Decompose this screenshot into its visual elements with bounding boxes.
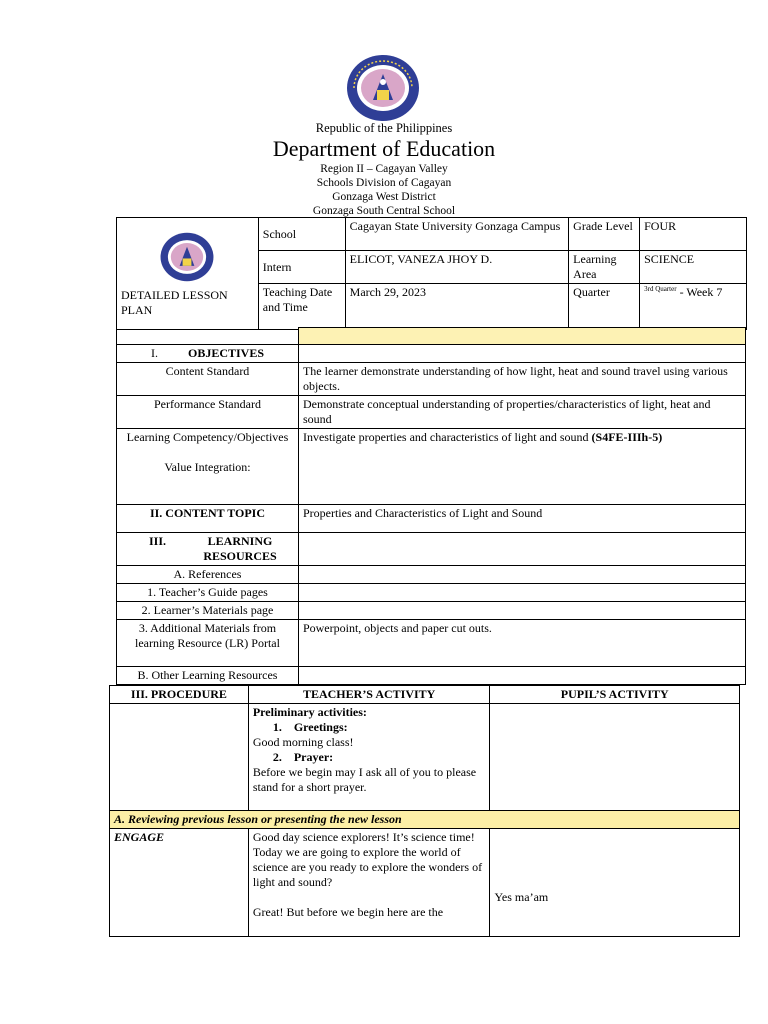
engage-teacher-cell [248,829,490,937]
department-title: Department of Education [272,136,496,161]
additional-materials-label: 3. Additional Materials from learning Resource (LR) Portal [117,620,299,667]
preliminary-cell [248,704,490,811]
pupil-reply: Yes ma’am [494,890,549,904]
region-text: Region II – Cagayan Valley [320,163,448,175]
objectives-table [116,327,746,685]
performance-standard-label: Performance Standard [117,396,299,429]
content-topic-text: Properties and Characteristics of Light and Sound [298,505,745,533]
section-a-heading: A. Reviewing previous lesson or presenting the new lesson [110,811,740,829]
quarter-value: - Week 7 [679,285,723,299]
grade-value: FOUR [640,218,747,251]
learners-materials-label: 2. Learner’s Materials page [117,602,299,620]
deped-seal-icon [346,54,420,122]
engage-pupil-cell [490,829,740,937]
engage-text-2: Today we are going to explore the world of science are you ready to explore the wonders of light and sound? [252,845,483,889]
lesson-plan-title: DETAILED LESSON PLAN [121,288,228,317]
greetings-heading: 1. Greetings: [272,720,348,734]
republic-text: Republic of the Philippines [315,121,453,135]
content-standard-text: The learner demonstrate understanding of how light, heat and sound travel using various objects. [298,363,745,396]
deped-seal-small-icon [157,232,217,282]
area-label: Learning Area [569,251,640,284]
additional-materials-text: Powerpoint, objects and paper cut outs. [298,620,745,667]
info-table [116,217,747,330]
intern-value: ELICOT, VANEZA JHOY D. [345,251,569,284]
engage-text-3: Great! But before we begin here are the [252,905,444,919]
engage-text-1: Good day science explorers! It’s science time! [252,830,475,844]
quarter-value-cell [640,284,747,330]
content-topic-label: II. CONTENT TOPIC [117,505,299,533]
procedure-table [109,685,740,937]
district-text: Gonzaga West District [332,191,436,203]
date-label: Teaching Date and Time [258,284,345,330]
intern-label: Intern [258,251,345,284]
prayer-heading: 2. Prayer: [272,750,334,764]
competency-cell [117,429,299,505]
school-value: Cagayan State University Gonzaga Campus [345,218,569,251]
school-label: School [258,218,345,251]
grade-label: Grade Level [569,218,640,251]
objectives-heading: I. OBJECTIVES [117,345,299,363]
competency-code: (S4FE-IIIh-5) [591,430,663,444]
content-standard-label: Content Standard [117,363,299,396]
value-integration-label: Value Integration: [164,460,251,474]
other-resources-label: B. Other Learning Resources [117,667,299,685]
prayer-text: Before we begin may I ask all of you to please stand for a short prayer. [252,765,477,794]
performance-standard-text: Demonstrate conceptual understanding of properties/characteristics of light, heat and sound [298,396,745,429]
competency-text-cell: Investigate properties and characteristics of light and sound (S4FE-IIIh-5) [298,429,745,505]
teachers-guide-label: 1. Teacher’s Guide pages [117,584,299,602]
date-value: March 29, 2023 [345,284,569,330]
teacher-col-header: TEACHER’S ACTIVITY [248,686,490,704]
resources-heading: III. LEARNING RESOURCES [117,533,299,566]
competency-label: Learning Competency/Objectives [126,430,289,444]
pupil-col-header: PUPIL’S ACTIVITY [490,686,740,704]
school-text: Gonzaga South Central School [312,205,456,217]
quarter-sup: 3rd Quarter [644,285,677,293]
procedure-col-header: III. PROCEDURE [110,686,249,704]
title-cell [117,218,259,330]
yellow-band [298,328,745,345]
greetings-text: Good morning class! [252,735,354,749]
quarter-label: Quarter [569,284,640,330]
area-value: SCIENCE [640,251,747,284]
engage-label: ENGAGE [110,829,249,937]
references-label: A. References [117,566,299,584]
preliminary-heading: Preliminary activities: [252,705,367,719]
division-text: Schools Division of Cagayan [316,177,452,189]
